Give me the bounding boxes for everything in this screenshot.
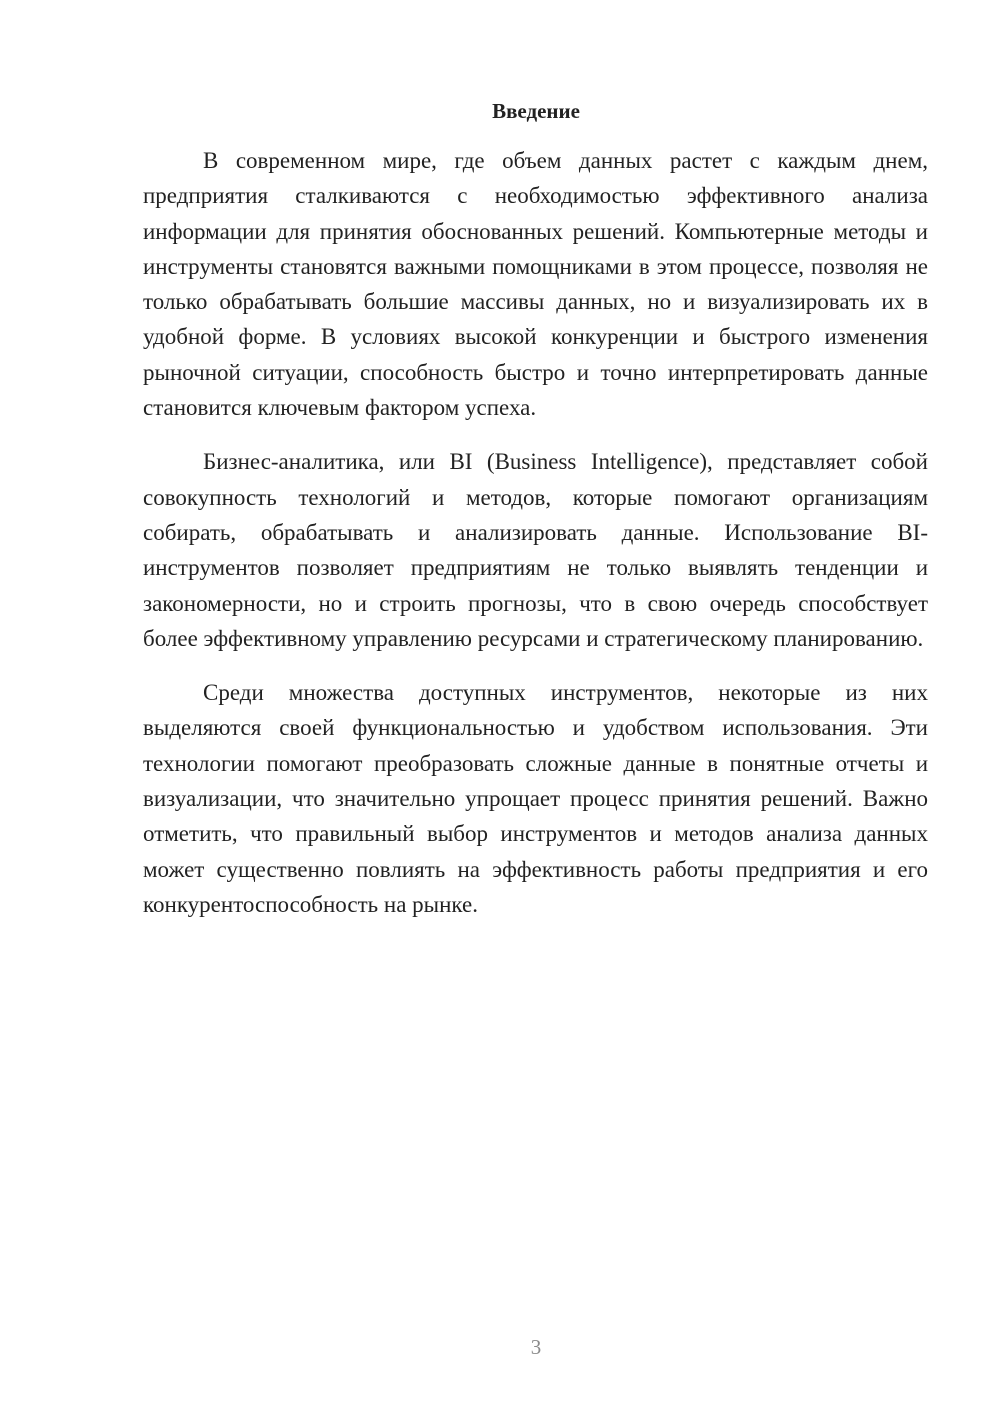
page-number: 3 <box>530 1335 542 1359</box>
paragraph-3: Среди множества доступных инструментов, некоторые из них выделяются своей функциональностью и удобством использования. Эти технологии помогают преобразовать сложные данные в понятные отчеты и визуализации, что значительно упрощает процесс принятия решений. Важно отметить, что правильный выбор инструментов и методов анализа данных может существенно повлиять на эффективность работы предприятия и его конкурентоспособность на рынке. <box>143 680 928 917</box>
body-text <box>143 143 928 922</box>
paragraph-2: Бизнес-аналитика, или BI (Business Intelligence), представляет собой совокупность технологий и методов, которые помогают организациям собирать, обрабатывать и анализировать данные. Использование BI-инструментов позволяет предприятиям не только выявлять тенденции и закономерности, но и строить прогнозы, что в свою очередь способствует более эффективному управлению ресурсами и стратегическому планированию. <box>143 449 928 651</box>
paragraph-1: В современном мире, где объем данных растет с каждым днем, предприятия сталкиваются с необходимостью эффективного анализа информации для принятия обоснованных решений. Компьютерные методы и инструменты становятся важными помощниками в этом процессе, позволяя не только обрабатывать большие массивы данных, но и визуализировать их в удобной форме. В условиях высокой конкуренции и быстрого изменения рыночной ситуации, способность быстро и точно интерпретировать данные становится ключевым фактором успеха. <box>143 148 928 421</box>
section-heading: Введение <box>492 99 580 123</box>
